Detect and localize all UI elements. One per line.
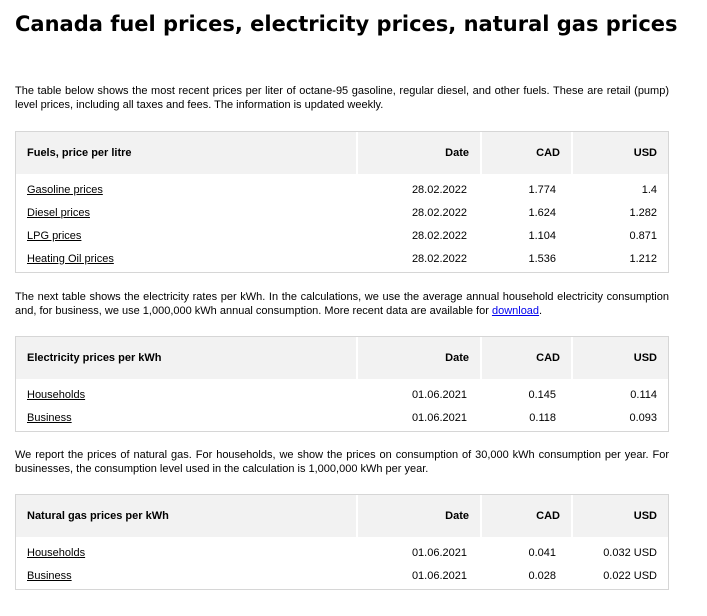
date-cell: 01.06.2021	[411, 411, 467, 424]
gas-intro-text: We report the prices of natural gas. For households, we show the prices on consumption of 30,000 kWh consumption per year. For businesses, the consumption level used in the calculation is 1,000,000 kWh per year.	[15, 449, 669, 475]
header-cad: CAD	[482, 495, 573, 537]
date-cell: 01.06.2021	[411, 388, 467, 401]
cad-cell: 1.774	[528, 183, 556, 196]
electricity-table-header	[16, 337, 668, 381]
table-row	[16, 201, 668, 224]
fuels-intro-text: The table below shows the most recent prices per liter of octane-95 gasoline, regular diesel, and other fuels. These are retail (pump) level prices, including all taxes and fees. The information is updated weekly.	[15, 85, 669, 111]
header-usd: USD	[633, 510, 657, 522]
header-fuels: Fuels, price per litre	[16, 132, 358, 174]
download-link[interactable]: download	[491, 305, 540, 317]
header-cad: CAD	[482, 132, 573, 174]
usd-cell: 0.032 USD	[603, 546, 657, 559]
fuels-table	[15, 131, 669, 273]
cad-cell: 0.145	[528, 388, 556, 401]
usd-cell: 0.114	[630, 388, 657, 401]
lpg-prices-link[interactable]: LPG prices	[27, 229, 82, 242]
date-cell: 28.02.2022	[411, 206, 467, 219]
table-row	[16, 383, 668, 406]
header-natural-gas: Natural gas prices per kWh	[16, 495, 358, 537]
date-cell: 28.02.2022	[411, 183, 467, 196]
electricity-table	[15, 336, 669, 432]
cad-cell: 0.041	[528, 546, 556, 559]
gas-table	[15, 494, 669, 590]
table-row	[16, 406, 668, 429]
gasoline-prices-link[interactable]: Gasoline prices	[27, 183, 103, 196]
table-row	[16, 224, 668, 247]
gas-table-header	[16, 495, 668, 539]
cad-cell: 1.624	[528, 206, 556, 219]
fuels-table-header	[16, 132, 668, 176]
usd-cell: 0.871	[629, 229, 657, 242]
usd-cell: 1.4	[641, 183, 657, 196]
date-cell: 01.06.2021	[411, 569, 467, 582]
usd-cell: 1.212	[629, 252, 657, 265]
header-date: Date	[358, 132, 482, 174]
header-date: Date	[358, 337, 482, 379]
gas-households-link[interactable]: Households	[27, 546, 86, 559]
table-row	[16, 541, 668, 564]
table-row	[16, 247, 668, 270]
usd-cell: 1.282	[629, 206, 657, 219]
date-cell: 28.02.2022	[411, 229, 467, 242]
table-row	[16, 178, 668, 201]
header-usd: USD	[633, 352, 657, 364]
usd-cell: 0.093	[629, 411, 657, 424]
cad-cell: 1.536	[528, 252, 556, 265]
diesel-prices-link[interactable]: Diesel prices	[27, 206, 90, 219]
gas-business-link[interactable]: Business	[27, 569, 72, 582]
date-cell: 01.06.2021	[411, 546, 467, 559]
cad-cell: 0.028	[528, 569, 556, 582]
electricity-business-link[interactable]: Business	[27, 411, 72, 424]
heating-oil-prices-link[interactable]: Heating Oil prices	[27, 252, 114, 265]
electricity-households-link[interactable]: Households	[27, 388, 86, 401]
header-electricity: Electricity prices per kWh	[16, 337, 358, 379]
page-title: Canada fuel prices, electricity prices, natural gas prices	[15, 12, 678, 36]
electricity-intro-text: The next table shows the electricity rates per kWh. In the calculations, we use the average annual household electricity consumption and, for business, we use 1,000,000 kWh annual consumption. More recent data are available for download.	[15, 291, 669, 317]
cad-cell: 1.104	[528, 229, 556, 242]
table-row	[16, 564, 668, 587]
header-usd: USD	[633, 147, 657, 159]
date-cell: 28.02.2022	[411, 252, 467, 265]
header-cad: CAD	[482, 337, 573, 379]
cad-cell: 0.118	[529, 411, 556, 424]
header-date: Date	[358, 495, 482, 537]
usd-cell: 0.022 USD	[603, 569, 657, 582]
